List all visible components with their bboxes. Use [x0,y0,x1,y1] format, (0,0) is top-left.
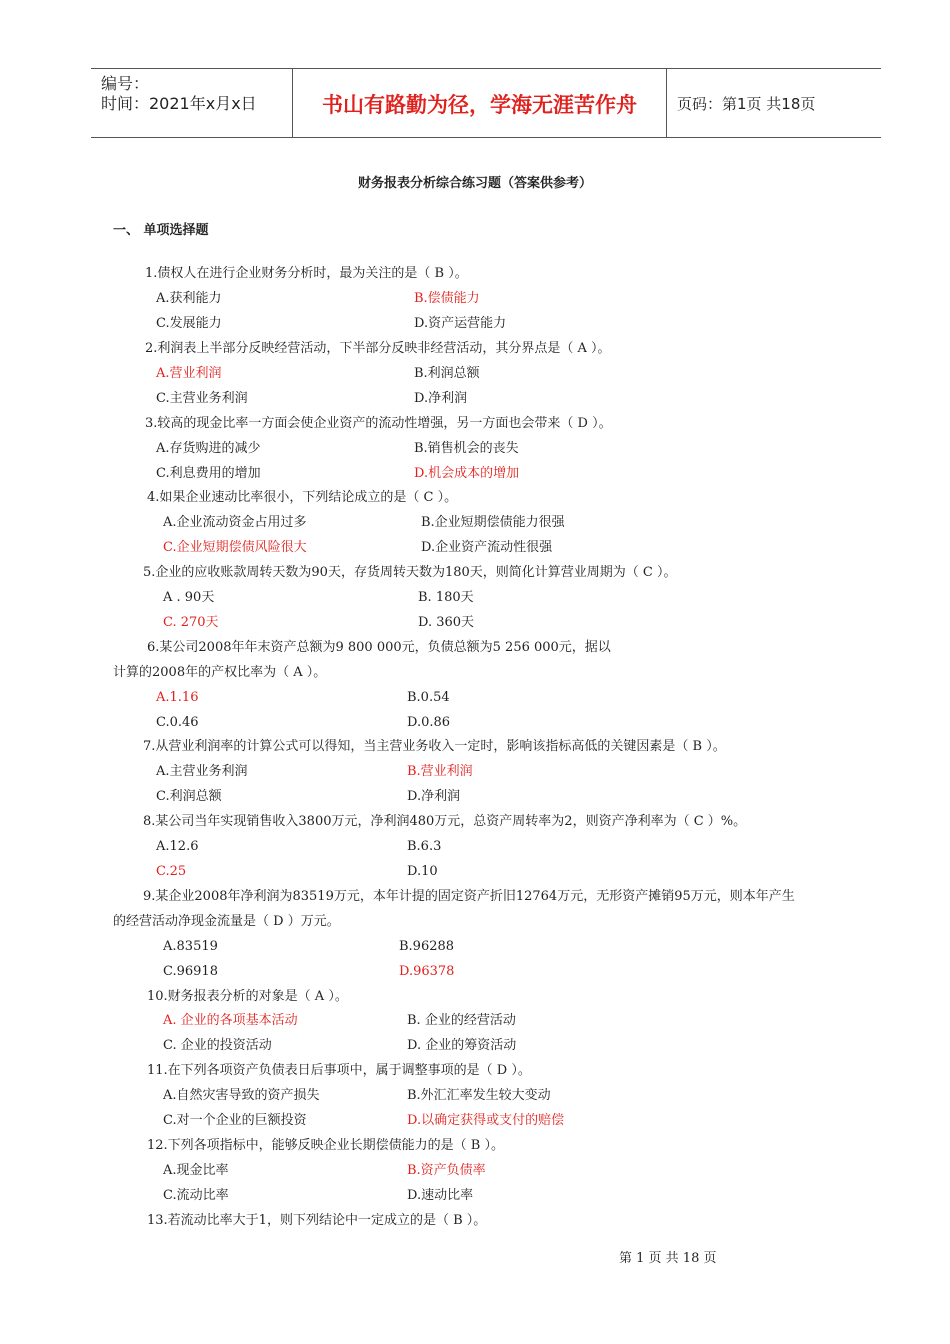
option-4-a: A.企业流动资金占用过多 [163,515,307,530]
question-12: 12.下列各项指标中，能够反映企业长期偿债能力的是（ B ）。 [147,1138,504,1153]
header-page-cell [667,69,881,137]
option-8-b: B.6.3 [407,839,442,854]
header-motto-cell [293,69,667,137]
option-12-b: B.资产负债率 [407,1163,486,1178]
option-9-a: A.83519 [163,939,218,954]
option-2-a: A.营业利润 [156,366,222,381]
question-6: 6.某公司2008年年末资产总额为9 800 000元，负债总额为5 256 000元，据以 [147,640,611,655]
option-9-b: B.96288 [399,939,455,954]
option-6-c: C.0.46 [156,715,199,730]
option-8-c: C.25 [156,864,187,879]
option-4-d: D.企业资产流动性很强 [421,540,553,555]
option-3-d: D.机会成本的增加 [414,466,520,481]
option-5-d: D. 360天 [418,615,475,630]
question-3: 3.较高的现金比率一方面会使企业资产的流动性增强，另一方面也会带来（ D ）。 [145,416,612,431]
document-time: 时间：2021年x月x日 [101,94,257,113]
question-1: 1.债权人在进行企业财务分析时，最为关注的是（ B ）。 [145,266,468,281]
option-1-b: B.偿债能力 [414,291,480,306]
option-11-d: D.以确定获得或支付的赔偿 [407,1113,565,1128]
option-11-b: B.外汇汇率发生较大变动 [407,1088,551,1103]
motto: 书山有路勤为径，学海无涯苦作舟 [322,93,637,117]
option-2-b: B.利润总额 [414,366,480,381]
option-7-b: B.营业利润 [407,764,473,779]
question-5: 5.企业的应收账款周转天数为90天，存货周转天数为180天，则简化计算营业周期为（ C ）。 [143,565,677,580]
option-8-d: D.10 [407,864,438,879]
option-10-b: B. 企业的经营活动 [407,1013,516,1028]
section-heading: 一、 单项选择题 [113,223,209,238]
option-6-a: A.1.16 [156,690,199,705]
option-2-d: D.净利润 [414,391,468,406]
option-6-d: D.0.86 [407,715,451,730]
header-page-number: 页码：第1页 共18页 [677,95,816,113]
question-6-continued: 计算的2008年的产权比率为（ A ）。 [113,665,327,680]
page-header [91,68,881,138]
question-7: 7.从营业利润率的计算公式可以得知，当主营业务收入一定时，影响该指标高低的关键因素是（ B ）。 [143,739,726,754]
question-11: 11.在下列各项资产负债表日后事项中，属于调整事项的是（ D ）。 [147,1063,531,1078]
option-3-c: C.利息费用的增加 [156,466,261,481]
document-number: 编号： [101,74,150,93]
option-5-a: A . 90天 [163,590,215,605]
question-10: 10.财务报表分析的对象是（ A ）。 [147,989,348,1004]
option-5-b: B. 180天 [418,590,474,605]
question-9-continued: 的经营活动净现金流量是（ D ）万元。 [113,914,340,929]
header-info-cell [91,69,293,137]
option-11-a: A.自然灾害导致的资产损失 [163,1088,320,1103]
question-9: 9.某企业2008年净利润为83519万元，本年计提的固定资产折旧12764万元，无形资产摊销95万元，则本年产生 [143,889,795,904]
option-7-c: C.利润总额 [156,789,222,804]
option-5-c: C. 270天 [163,615,219,630]
option-7-a: A.主营业务利润 [156,764,248,779]
option-7-d: D.净利润 [407,789,461,804]
option-4-c: C.企业短期偿债风险很大 [163,540,307,555]
option-12-c: C.流动比率 [163,1188,229,1203]
option-1-a: A.获利能力 [156,291,222,306]
question-2: 2.利润表上半部分反映经营活动，下半部分反映非经营活动，其分界点是（ A ）。 [145,341,611,356]
option-1-c: C.发展能力 [156,316,222,331]
option-8-a: A.12.6 [156,839,199,854]
option-9-d: D.96378 [399,964,455,979]
option-10-c: C. 企业的投资活动 [163,1038,272,1053]
option-9-c: C.96918 [163,964,218,979]
option-6-b: B.0.54 [407,690,450,705]
option-11-c: C.对一个企业的巨额投资 [163,1113,307,1128]
option-1-d: D.资产运营能力 [414,316,507,331]
question-8: 8.某公司当年实现销售收入3800万元，净利润480万元，总资产周转率为2，则资产净利率为（ C ）%。 [143,814,747,829]
page-footer: 第 1 页 共 18 页 [619,1251,717,1266]
question-13: 13.若流动比率大于1，则下列结论中一定成立的是（ B ）。 [147,1213,487,1228]
option-4-b: B.企业短期偿债能力很强 [421,515,565,530]
option-12-d: D.速动比率 [407,1188,474,1203]
option-2-c: C.主营业务利润 [156,391,248,406]
option-10-a: A. 企业的各项基本活动 [163,1013,298,1028]
option-10-d: D. 企业的筹资活动 [407,1038,517,1053]
document-title: 财务报表分析综合练习题（答案供参考） [357,176,592,191]
option-3-b: B.销售机会的丧失 [414,441,519,456]
question-4: 4.如果企业速动比率很小，下列结论成立的是（ C ）。 [147,490,458,505]
option-12-a: A.现金比率 [163,1163,229,1178]
option-3-a: A.存货购进的减少 [156,441,261,456]
